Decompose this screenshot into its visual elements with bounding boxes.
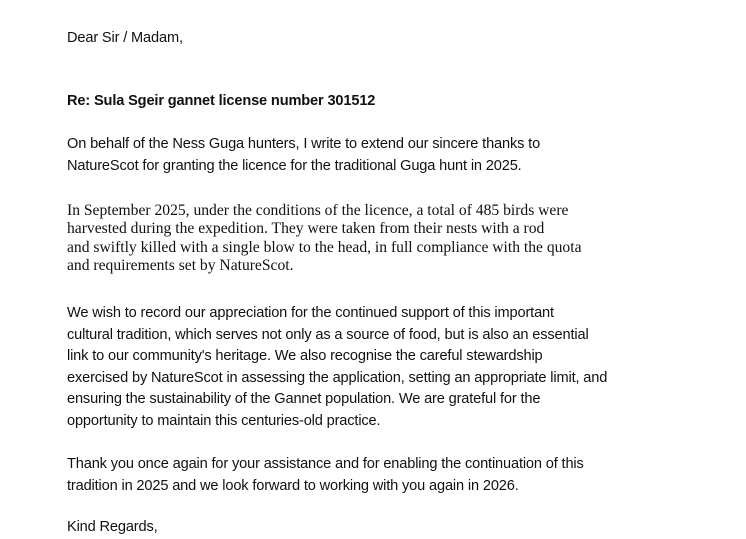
paragraph-line: tradition in 2025 and we look forward to working with you again in 2026. <box>67 477 519 494</box>
paragraph-line: exercised by NatureScot in assessing the application, setting an appropriate limit, and <box>67 369 608 386</box>
closing-text: Kind Regards, <box>67 519 158 535</box>
paragraph-line: ensuring the sustainability of the Gannet population. We are grateful for the <box>67 391 541 407</box>
paragraph-closing-thanks <box>67 454 584 497</box>
paragraph-line: We wish to record our appreciation for the continued support of this important <box>67 305 554 321</box>
paragraph-harvest <box>67 202 582 275</box>
paragraph-thanks <box>67 134 540 177</box>
paragraph-line: harvested during the expedition. They were taken from their nests with a rod <box>67 220 545 238</box>
paragraph-line: On behalf of the Ness Guga hunters, I write to extend our sincere thanks to <box>67 136 541 152</box>
subject-line <box>67 91 375 113</box>
paragraph-line: cultural tradition, which serves not only as a source of food, but is also an essential <box>67 326 589 343</box>
paragraph-line: NatureScot for granting the licence for the traditional Guga hunt in 2025. <box>67 157 522 174</box>
paragraph-line: Thank you once again for your assistance and for enabling the continuation of this <box>67 456 584 472</box>
closing <box>67 517 158 539</box>
paragraph-line: In September 2025, under the conditions of the licence, a total of 485 birds were <box>67 202 569 219</box>
subject-text: Re: Sula Sgeir gannet license number 301512 <box>67 93 376 109</box>
paragraph-line: and requirements set by NatureScot. <box>67 256 294 274</box>
paragraph-line: opportunity to maintain this centuries-old practice. <box>67 412 381 429</box>
paragraph-line: link to our community's heritage. We also recognise the careful stewardship <box>67 348 543 364</box>
salutation-text: Dear Sir / Madam, <box>67 30 183 46</box>
salutation <box>67 28 183 50</box>
paragraph-appreciation <box>67 303 607 432</box>
paragraph-line: and swiftly killed with a single blow to the head, in full compliance with the quota <box>67 238 582 256</box>
